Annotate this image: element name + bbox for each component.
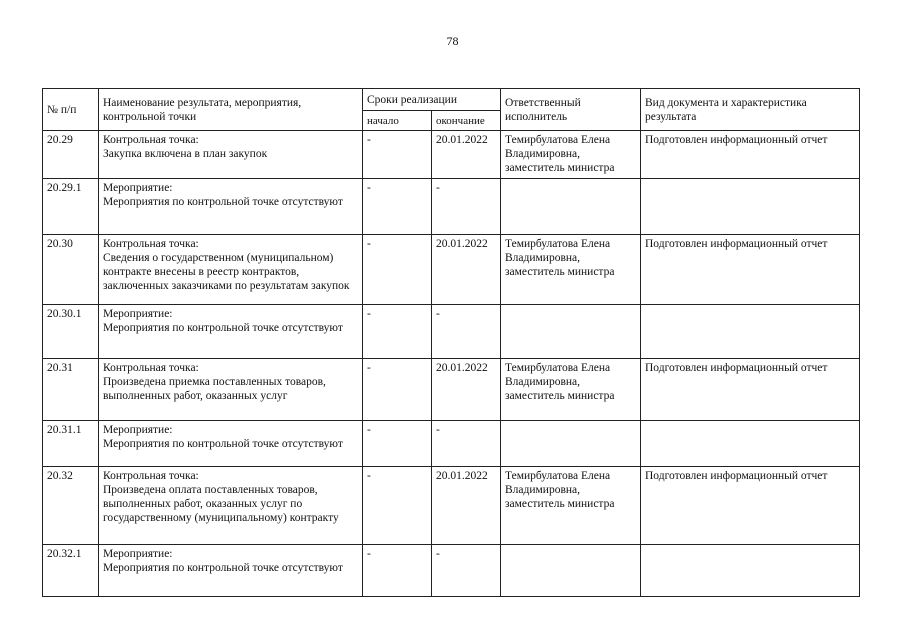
header-num: № п/п bbox=[43, 89, 99, 131]
row-name-cell bbox=[99, 359, 363, 421]
header-end: окончание bbox=[432, 111, 501, 131]
row-description: Мероприятия по контрольной точке отсутствуют bbox=[103, 322, 343, 334]
table-row bbox=[43, 467, 860, 545]
row-end-date: - bbox=[432, 305, 501, 359]
row-end-date: - bbox=[432, 421, 501, 467]
row-document: Подготовлен информационный отчет bbox=[641, 359, 860, 421]
row-description: Мероприятия по контрольной точке отсутствуют bbox=[103, 196, 343, 208]
row-description: Произведена приемка поставленных товаров, выполненных работ, оказанных услуг bbox=[103, 376, 326, 402]
row-description: Произведена оплата поставленных товаров, выполненных работ, оказанных услуг по государственному (муниципальному) контракту bbox=[103, 484, 339, 524]
row-description: Мероприятия по контрольной точке отсутствуют bbox=[103, 562, 343, 574]
table-row bbox=[43, 131, 860, 179]
row-start-date: - bbox=[363, 421, 432, 467]
row-name-cell bbox=[99, 305, 363, 359]
header-responsible: Ответственный исполнитель bbox=[501, 89, 641, 131]
header-doc: Вид документа и характеристика результата bbox=[641, 89, 860, 131]
row-responsible: Темирбулатова Елена Владимировна, заместитель министра bbox=[501, 359, 641, 421]
table-row bbox=[43, 545, 860, 597]
row-end-date: 20.01.2022 bbox=[432, 235, 501, 305]
row-document: Подготовлен информационный отчет bbox=[641, 467, 860, 545]
row-responsible: Темирбулатова Елена Владимировна, заместитель министра bbox=[501, 467, 641, 545]
row-description: Сведения о государственном (муниципальном) контракте внесены в реестр контрактов, заключенных заказчиками по результатам закупок bbox=[103, 252, 350, 292]
row-title: Мероприятие: bbox=[103, 308, 173, 320]
header-dates: Сроки реализации bbox=[363, 89, 501, 111]
row-end-date: 20.01.2022 bbox=[432, 131, 501, 179]
row-name-cell bbox=[99, 235, 363, 305]
row-document: Подготовлен информационный отчет bbox=[641, 131, 860, 179]
row-start-date: - bbox=[363, 359, 432, 421]
table-row bbox=[43, 359, 860, 421]
row-responsible: Темирбулатова Елена Владимировна, заместитель министра bbox=[501, 235, 641, 305]
row-end-date: - bbox=[432, 545, 501, 597]
row-start-date: - bbox=[363, 545, 432, 597]
row-name-cell bbox=[99, 179, 363, 235]
row-title: Контрольная точка: bbox=[103, 238, 199, 250]
row-number: 20.30 bbox=[43, 235, 99, 305]
row-document bbox=[641, 305, 860, 359]
row-description: Закупка включена в план закупок bbox=[103, 148, 268, 160]
header-start: начало bbox=[363, 111, 432, 131]
row-start-date: - bbox=[363, 179, 432, 235]
row-description: Мероприятия по контрольной точке отсутствуют bbox=[103, 438, 343, 450]
row-title: Мероприятие: bbox=[103, 424, 173, 436]
table-row bbox=[43, 421, 860, 467]
row-document: Подготовлен информационный отчет bbox=[641, 235, 860, 305]
header-name: Наименование результата, мероприятия, контрольной точки bbox=[99, 89, 363, 131]
row-start-date: - bbox=[363, 235, 432, 305]
row-number: 20.32 bbox=[43, 467, 99, 545]
row-start-date: - bbox=[363, 131, 432, 179]
row-name-cell bbox=[99, 421, 363, 467]
row-name-cell bbox=[99, 131, 363, 179]
row-document bbox=[641, 421, 860, 467]
row-responsible bbox=[501, 545, 641, 597]
page-number: 78 bbox=[446, 34, 459, 48]
row-start-date: - bbox=[363, 305, 432, 359]
row-number: 20.31.1 bbox=[43, 421, 99, 467]
row-title: Контрольная точка: bbox=[103, 362, 199, 374]
row-number: 20.29.1 bbox=[43, 179, 99, 235]
row-name-cell bbox=[99, 545, 363, 597]
row-end-date: 20.01.2022 bbox=[432, 467, 501, 545]
table-row bbox=[43, 235, 860, 305]
plan-table bbox=[42, 88, 860, 597]
row-title: Мероприятие: bbox=[103, 548, 173, 560]
row-name-cell bbox=[99, 467, 363, 545]
table-row bbox=[43, 305, 860, 359]
row-end-date: 20.01.2022 bbox=[432, 359, 501, 421]
row-title: Контрольная точка: bbox=[103, 134, 199, 146]
row-responsible bbox=[501, 305, 641, 359]
table-row bbox=[43, 179, 860, 235]
row-start-date: - bbox=[363, 467, 432, 545]
row-number: 20.29 bbox=[43, 131, 99, 179]
row-document bbox=[641, 179, 860, 235]
row-document bbox=[641, 545, 860, 597]
row-title: Контрольная точка: bbox=[103, 470, 199, 482]
header-row bbox=[43, 89, 860, 111]
row-responsible bbox=[501, 421, 641, 467]
row-responsible: Темирбулатова Елена Владимировна, заместитель министра bbox=[501, 131, 641, 179]
row-number: 20.30.1 bbox=[43, 305, 99, 359]
row-end-date: - bbox=[432, 179, 501, 235]
row-number: 20.32.1 bbox=[43, 545, 99, 597]
row-responsible bbox=[501, 179, 641, 235]
row-number: 20.31 bbox=[43, 359, 99, 421]
row-title: Мероприятие: bbox=[103, 182, 173, 194]
